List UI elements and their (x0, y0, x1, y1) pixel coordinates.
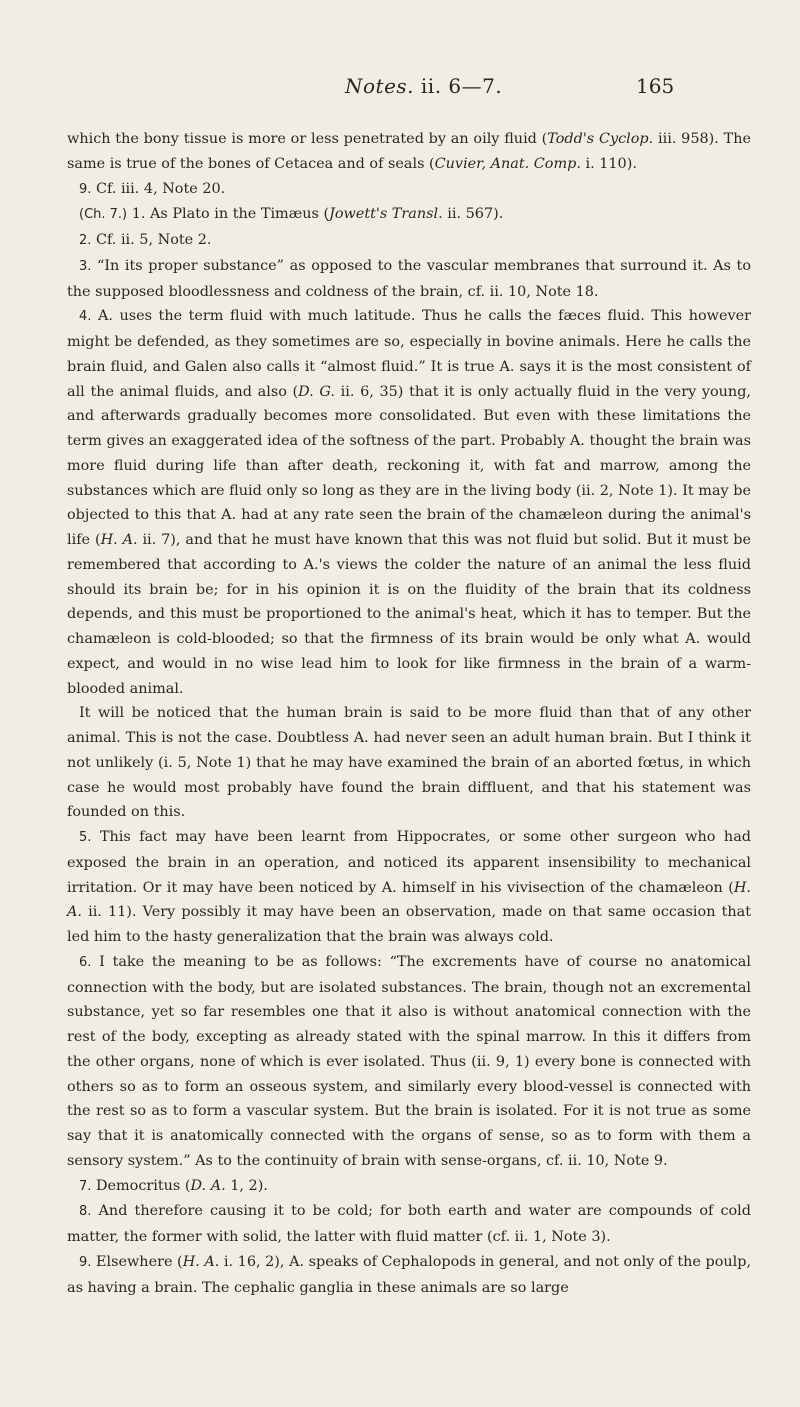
note-paragraph (67, 177, 751, 203)
note-text: This fact may have been learnt from Hippocrates, or some other surgeon who had exposed the brain in an operation, and noticed its apparent insensibility to mechanical irritation. Or it may have been noticed by A. himself in his vivisection of the chamæleon ( (67, 829, 751, 896)
note-text: And therefore causing it to be cold; for both earth and water are compounds of cold matter, the former with solid, the latter with fluid matter (cf. ii. 1, Note 3). (67, 1203, 751, 1245)
running-title (345, 74, 502, 98)
note-paragraph (67, 825, 751, 950)
citation-title: H. A. (100, 532, 138, 548)
note-text: i. 110). (580, 155, 637, 172)
citation-title: Cuvier, Anat. Comp. (434, 155, 581, 172)
note-text: 1, 2). (225, 1177, 268, 1194)
note-text: Cf. iii. 4, Note 20. (91, 180, 226, 197)
note-text: 1. As Plato in the Timæus ( (127, 206, 330, 223)
note-paragraph (67, 228, 751, 254)
citation-title: Todd's Cyclop. (547, 131, 654, 147)
note-text: i. 16, 2), A. speaks of Cephalopods in general, and not only of the poulp, as having a brain. The cephalic ganglia in these animals are so large (67, 1253, 752, 1296)
citation-title: H. A. (67, 879, 751, 921)
note-number: 7. (79, 1178, 92, 1194)
note-text: I take the meaning to be as follows: “The excrements have of course no anatomical connection with the body, but are isolated substances. The brain, though not an excremental substance, yet so far resembles one that it also is without anatomical connection with the rest of the body, excepting as already stated with the spinal marrow. In this it differs from the other organs, none of which is ever isolated. Thus (ii. 9, 1) every bone is connected with others so as to form an osseous system, and similarly every blood-vessel is connected with the rest so as to form a vascular system. But the brain is isolated. For it is not true as some say that it is anatomically connected with the organs of sense, so as to form with them a sensory system.” As to the continuity of brain with sense-organs, cf. ii. 10, Note 9. (67, 953, 751, 1169)
note-text: It will be noticed that the human brain is said to be more fluid than that of any other animal. This is not the case. Doubtless A. had never seen an adult human brain. But I think it not unlikely (i. 5, Note 1) that he may have examined the brain of an aborted fœtus, in which case he would most probably have found the brain diffluent, and that his statement was founded on this. (67, 705, 751, 821)
running-title-text: Notes. (345, 74, 415, 98)
note-text: ii. 567). (442, 206, 504, 223)
note-number: 3. (79, 258, 92, 274)
note-paragraph (67, 701, 751, 825)
citation-title: D. G. (298, 383, 335, 400)
note-text: ii. 7), and that he must have known that this was not fluid but solid. But it must be remembered that according to A.'s views the colder the nature of an animal the less fluid should its brain be; for in his opinion it is on the fluidity of the brain that its coldness depends, and this must be proportioned to the animal's heat, which it has to temper. But the chamæleon is cold-blooded; so that the firmness of its brain would be only what A. would expect, and would in no wise lead him to look for like firmness in the brain of a warm-blooded animal. (67, 532, 751, 697)
note-paragraph (67, 202, 751, 228)
note-text: ii. 11). Very possibly it may have been an observation, made on that same occasion that led him to the hasty generalization that the brain was always cold. (67, 904, 751, 945)
citation-title: Jowett's Transl. (329, 206, 443, 223)
note-paragraph (67, 1174, 751, 1200)
note-paragraph (67, 127, 751, 177)
note-paragraph (67, 254, 751, 305)
note-text: Democritus ( (91, 1177, 191, 1194)
note-paragraph (67, 1250, 751, 1301)
running-title-reference: ii. 6—7. (420, 74, 503, 98)
note-number: 5. (79, 830, 92, 845)
page-number: 165 (636, 74, 675, 98)
note-number: 2. (79, 233, 92, 248)
note-text: iii. 958). The same is true of the bones of Cetacea and of seals ( (67, 131, 751, 172)
note-paragraph (67, 1199, 751, 1250)
note-number: 4. (79, 309, 92, 325)
notes-body (67, 127, 751, 1300)
running-header (0, 70, 800, 110)
note-number: 8. (79, 1204, 92, 1220)
note-text: which the bony tissue is more or less penetrated by an oily fluid ( (67, 131, 548, 147)
citation-title: H. A. (182, 1253, 220, 1270)
note-text: Elsewhere ( (91, 1253, 183, 1270)
note-text: ii. 6, 35) that it is only actually fluid in the very young, and afterwards gradually becomes more consolidated. But even with these limitations the term gives an exaggerated idea of the softness of the part. Probably A. thought the brain was more fluid during life than after death, reckoning it, with fat and marrow, among the substances which are fluid only so long as they are in the living body (ii. 2, Note 1). It may be objected to this that A. had at any rate seen the brain of the chamæleon during the animal's life ( (67, 383, 751, 548)
citation-title: D. A. (190, 1177, 226, 1194)
note-number: 9. (79, 181, 92, 197)
note-text: Cf. ii. 5, Note 2. (91, 232, 212, 248)
note-number: 9. (79, 1254, 92, 1270)
note-text: A. uses the term fluid with much latitude. Thus he calls the fæces fluid. This however might be defended, as they sometimes are so, especially in bovine animals. Here he calls the brain fluid, and Galen also calls it “almost fluid.” It is true A. says it is the most consistent of all the animal fluids, and also ( (67, 308, 751, 400)
note-paragraph (67, 950, 751, 1174)
note-paragraph (67, 304, 751, 701)
note-text: “In its proper substance” as opposed to the vascular membranes that surround it. As to the supposed bloodlessness and coldness of the brain, cf. ii. 10, Note 18. (67, 257, 751, 300)
note-number: 6. (79, 954, 92, 970)
note-number: (Ch. 7.) (79, 207, 128, 223)
